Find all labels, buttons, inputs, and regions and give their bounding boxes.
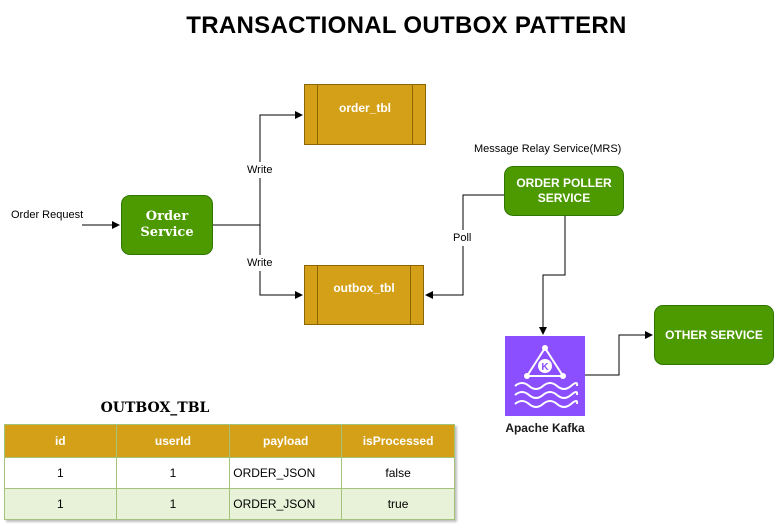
edge-poller-to-kafka [543, 216, 565, 334]
order-service-label: Order Service [140, 209, 194, 240]
kafka-logo-icon [505, 336, 585, 416]
kafka-label: Apache Kafka [505, 421, 585, 435]
mrs-caption: Message Relay Service(MRS) [474, 143, 622, 155]
cell-payload: ORDER_JSON [230, 458, 342, 489]
order-tbl-label: order_tbl [338, 101, 391, 115]
poll-label: Poll [453, 232, 472, 244]
column-header-userid: userId [116, 425, 230, 458]
column-header-id: id [5, 425, 117, 458]
column-header-isprocessed: isProcessed [342, 425, 455, 458]
cell-userid: 1 [116, 458, 230, 489]
table-row [5, 489, 455, 520]
table-row [5, 458, 455, 489]
cell-id: 1 [5, 458, 117, 489]
cell-isprocessed: true [342, 489, 455, 520]
other-service-label: OTHER SERVICE [665, 328, 763, 342]
outbox-table [4, 424, 455, 520]
order-poller-node [504, 166, 624, 216]
write-label-bottom: Write [247, 257, 273, 269]
kafka-node [505, 336, 585, 416]
cell-isprocessed: false [342, 458, 455, 489]
kafka-logo-letter: K [541, 362, 549, 373]
cell-userid: 1 [116, 489, 230, 520]
order-request-label: Order Request [11, 209, 84, 221]
outbox-tbl-node [304, 265, 424, 325]
outbox-tbl-label: outbox_tbl [333, 281, 395, 295]
edge-kafka-to-other-service [585, 335, 652, 375]
cell-payload: ORDER_JSON [230, 489, 342, 520]
cell-id: 1 [5, 489, 117, 520]
column-header-payload: payload [230, 425, 342, 458]
outbox-table-title: OUTBOX_TBL [100, 400, 210, 416]
table-header-row [5, 425, 455, 458]
order-service-node [121, 195, 213, 255]
order-tbl-node [304, 84, 426, 145]
diagram-title: TRANSACTIONAL OUTBOX PATTERN [186, 12, 627, 39]
write-label-top: Write [247, 164, 273, 176]
order-poller-label: ORDER POLLER SERVICE [516, 176, 612, 205]
other-service-node [654, 305, 774, 365]
